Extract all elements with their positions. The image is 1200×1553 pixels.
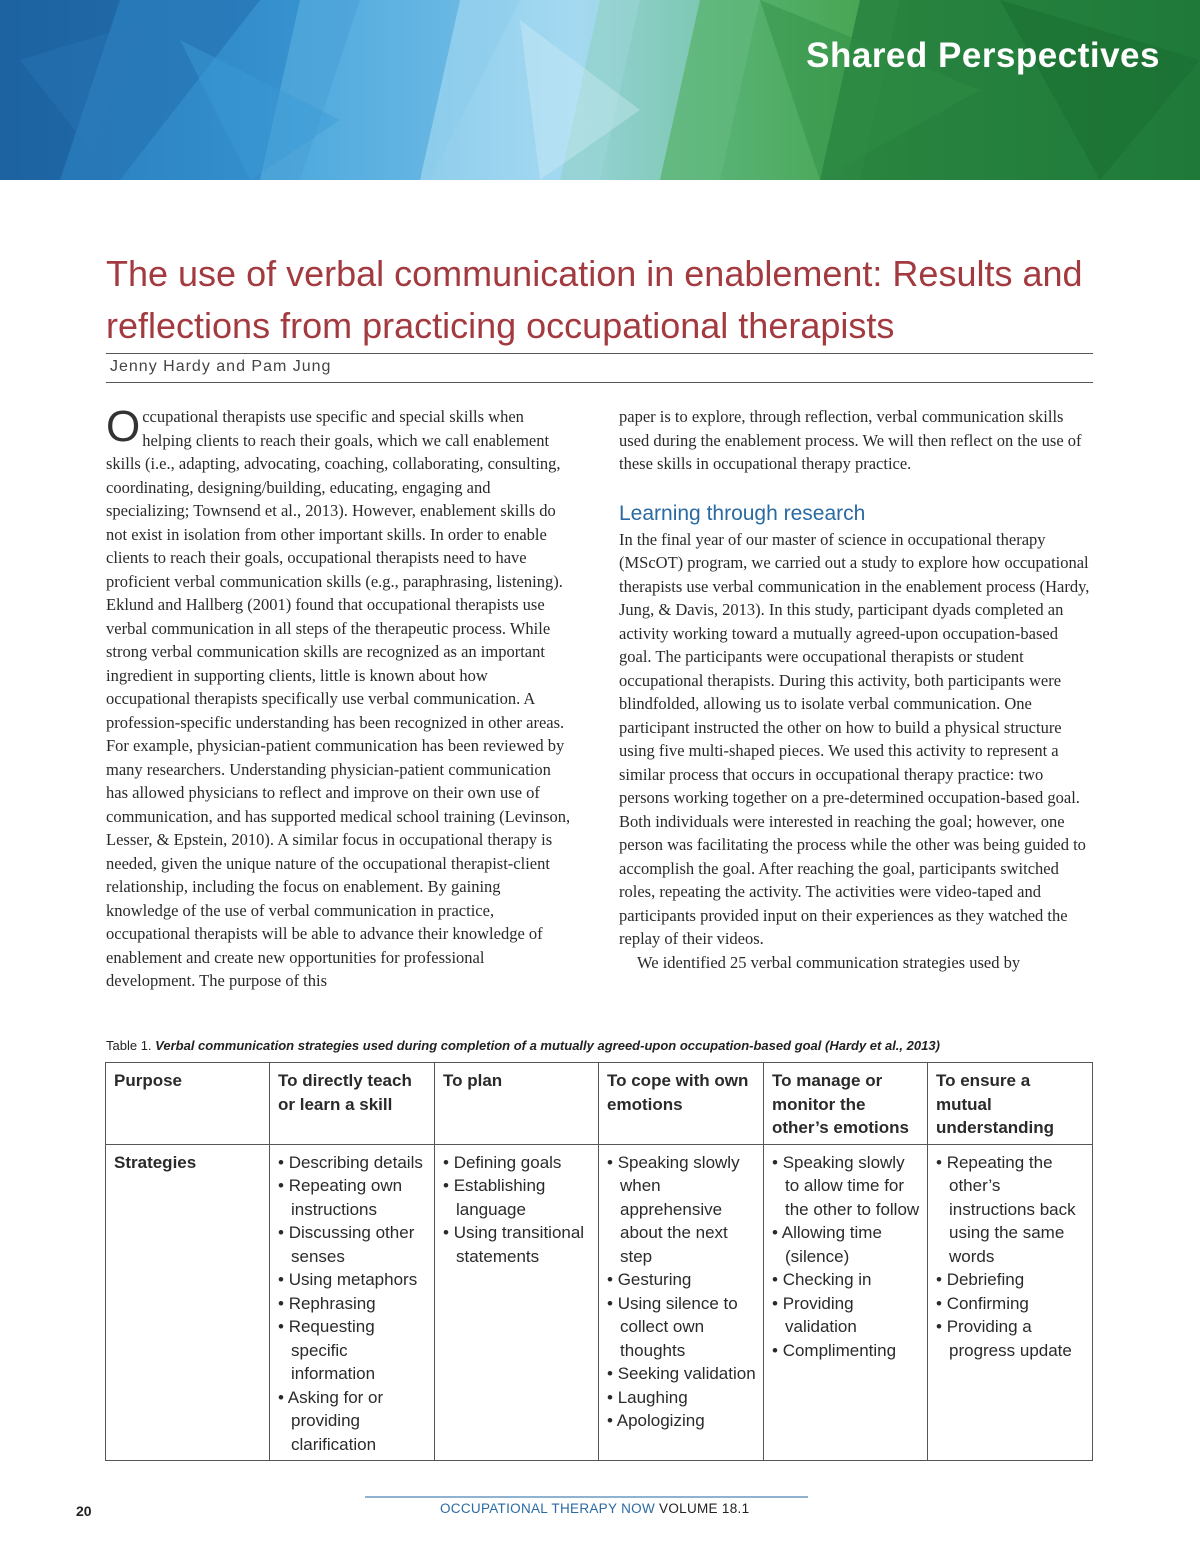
strategy-item: • Checking in — [772, 1268, 921, 1292]
strategies-cell — [435, 1144, 599, 1461]
strategy-item: • Defining goals — [443, 1151, 592, 1175]
intro-paragraph-text: ccupational therapists use specific and special skills when helping clients to reach their goals, which we call enablement skills (i.e., adapting, advocating, coaching, collaborating, consulting, coordinating, designing/building, educating, engaging and specializing; Townsend et al., 2013). However, enablement skills do not exist in isolation from other important skills. In order to enable clients to reach their goals, occupational therapists need to have proficient verbal communication skills (e.g., paraphrasing, listening). Eklund and Hallberg (2001) found that occupational therapists use verbal communication in all steps of the therapeutic process. While strong verbal communication skills are recognized as an important ingredient in supporting clients, little is known about how occupational therapists specifically use verbal communication. A profession-specific understanding has been recognized in other areas. For example, physician-patient communication has been reviewed by many researchers. Understanding physician-patient communication has allowed physicians to reflect and improve on their own use of communication, and has supported medical school training (Levinson, Lesser, & Epstein, 2010). A similar focus in occupational therapy is needed, given the unique nature of the occupational therapist-client relationship, including the focus on enablement. By gaining knowledge of the use of verbal communication in practice, occupational therapists will be able to advance their knowledge of enablement and create new opportunities for professional development. The purpose of this — [106, 407, 571, 990]
strategy-item: • Establishing language — [443, 1174, 592, 1221]
table-caption-prefix: Table 1. — [106, 1038, 152, 1053]
article-title: The use of verbal communication in enablement: Results and reflections from practicing occupational therapists — [106, 253, 1083, 346]
strategy-item: • Using silence to collect own thoughts — [607, 1292, 757, 1363]
article-authors: Jenny Hardy and Pam Jung — [110, 358, 332, 375]
section-heading: Learning through research — [619, 501, 866, 525]
drop-cap: O — [106, 402, 141, 451]
strategies-table — [105, 1062, 1093, 1461]
strategy-item: • Providing validation — [772, 1292, 921, 1339]
strategy-item: • Complimenting — [772, 1339, 921, 1363]
publication-volume: VOLUME 18.1 — [659, 1501, 750, 1516]
purpose-cell: To ensure a mutual understanding — [928, 1063, 1093, 1145]
strategies-cell — [270, 1144, 435, 1461]
strategies-cell — [764, 1144, 928, 1461]
strategy-item: • Allowing time (silence) — [772, 1221, 921, 1268]
purpose-cell: To cope with own emotions — [599, 1063, 764, 1145]
row-label-purpose: Purpose — [106, 1063, 270, 1145]
strategy-item: • Debriefing — [936, 1268, 1086, 1292]
header-banner — [0, 0, 1200, 180]
strategy-item: • Requesting specific information — [278, 1315, 428, 1386]
strategy-item: • Using transitional statements — [443, 1221, 592, 1268]
findings-paragraph: We identified 25 verbal communication strategies used by — [637, 952, 1021, 972]
purpose-cell: To plan — [435, 1063, 599, 1145]
strategy-item: • Seeking validation — [607, 1362, 757, 1386]
title-divider-bottom — [106, 382, 1093, 383]
strategy-item: • Repeating own instructions — [278, 1174, 428, 1221]
footer-divider — [365, 1496, 808, 1498]
title-divider-top — [106, 353, 1093, 354]
table-header-row — [106, 1063, 1093, 1145]
table-caption-text: Verbal communication strategies used during completion of a mutually agreed-upon occupation-based goal (Hardy et al., 2013) — [155, 1038, 940, 1053]
strategy-item: • Using metaphors — [278, 1268, 428, 1292]
body-column-left — [106, 402, 574, 993]
strategy-list — [607, 1151, 757, 1433]
strategy-item: • Apologizing — [607, 1409, 757, 1433]
strategy-list — [443, 1151, 592, 1269]
strategy-item: • Asking for or providing clarification — [278, 1386, 428, 1457]
strategy-item: • Gesturing — [607, 1268, 757, 1292]
row-label-strategies: Strategies — [106, 1144, 270, 1461]
footer-publication — [440, 1501, 749, 1516]
strategy-list — [278, 1151, 428, 1457]
purpose-cell: To directly teach or learn a skill — [270, 1063, 435, 1145]
strategy-list — [936, 1151, 1086, 1363]
strategy-list — [772, 1151, 921, 1363]
strategy-item: • Discussing other senses — [278, 1221, 428, 1268]
publication-name: OCCUPATIONAL THERAPY NOW — [440, 1501, 655, 1516]
intro-paragraph — [106, 402, 574, 993]
table-caption — [106, 1038, 940, 1053]
strategies-cell — [599, 1144, 764, 1461]
strategy-item: • Describing details — [278, 1151, 428, 1175]
strategy-item: • Repeating the other’s instructions back using the same words — [936, 1151, 1086, 1269]
banner-geometric-pattern — [0, 0, 1200, 180]
body-column-right — [619, 405, 1093, 974]
section-label: Shared Perspectives — [806, 36, 1160, 75]
research-paragraph: In the final year of our master of science in occupational therapy (MScOT) program, we carried out a study to explore how occupational therapists use verbal communication in the enablement process (Hardy, Jung, & Davis, 2013). In this study, participant dyads completed an activity working toward a mutually agreed-upon occupation-based goal. The participants were occupational therapists or student occupational therapists. During this activity, both participants were blindfolded, allowing us to isolate verbal communication. One participant instructed the other on how to build a physical structure using five multi-shaped pieces. We used this activity to represent a similar process that occurs in occupational therapy practice: two persons working together on a pre-determined occupation-based goal. Both individuals were interested in reaching the goal; however, one person was facilitating the process while the other was being guided to accomplish the goal. After reaching the goal, participants switched roles, repeating the activity. The activities were video-taped and participants provided input on their experiences as they watched the replay of their videos. — [619, 529, 1090, 948]
page-number: 20 — [76, 1503, 92, 1519]
strategy-item: • Rephrasing — [278, 1292, 428, 1316]
strategy-item: • Speaking slowly to allow time for the other to follow — [772, 1151, 921, 1222]
strategy-item: • Laughing — [607, 1386, 757, 1410]
purpose-cell: To manage or monitor the other’s emotions — [764, 1063, 928, 1145]
strategy-item: • Confirming — [936, 1292, 1086, 1316]
strategies-cell — [928, 1144, 1093, 1461]
strategy-item: • Speaking slowly when apprehensive about the next step — [607, 1151, 757, 1269]
intro-paragraph-continued: paper is to explore, through reflection, verbal communication skills used during the enablement process. We will then reflect on the use of these skills in occupational therapy practice. — [619, 407, 1082, 473]
strategy-item: • Providing a progress update — [936, 1315, 1086, 1362]
table-strategies-row — [106, 1144, 1093, 1461]
